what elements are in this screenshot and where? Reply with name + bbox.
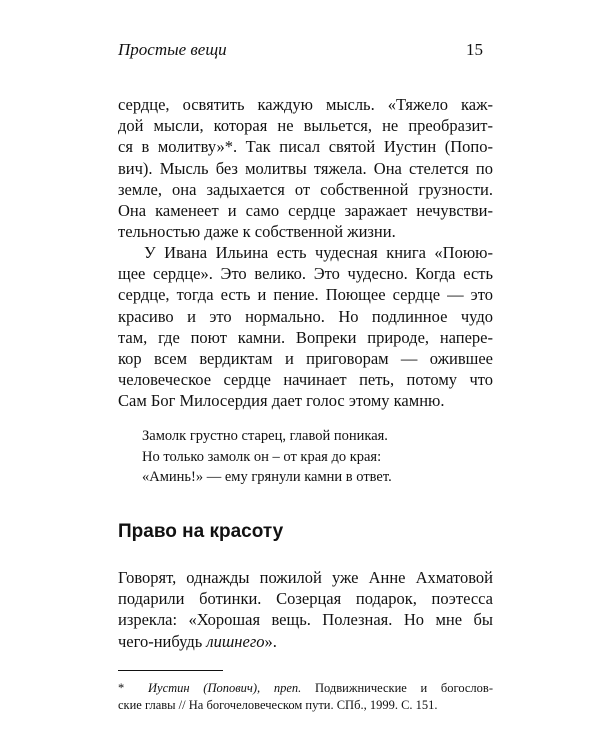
running-title: Простые вещи — [118, 40, 227, 59]
footnote — [118, 680, 493, 714]
paragraph-2 — [118, 242, 493, 412]
footnote-author: Иустин (Попович), преп. — [148, 681, 302, 695]
emphasized-word: лишнего — [206, 631, 265, 651]
paragraph-3 — [118, 567, 493, 652]
section-heading: Право на красоту — [118, 521, 284, 542]
paragraph-line: Она каменеет и само сердце заражает нечувстви- — [118, 201, 493, 221]
paragraph-line: тельностью даже к собственной жизни. — [118, 222, 396, 242]
paragraph-line: подарили ботинки. Созерцая подарок, поэтесса — [118, 589, 493, 609]
footnote-line: ские главы // На богочеловеческом пути. СПб., 1999. С. 151. — [118, 698, 438, 712]
paragraph-line: сердце, освятить каждую мысль. «Тяжело каж- — [118, 95, 493, 114]
paragraph-line: щее сердце». Это велико. Это чудесно. Когда есть — [118, 264, 493, 284]
paragraph-line — [118, 631, 493, 652]
footnote-divider — [118, 670, 223, 671]
poem-line: «Аминь!» — ему грянули камни в ответ. — [142, 469, 392, 485]
paragraph-line: красиво и это нормально. Но подлинное чудо — [118, 306, 493, 326]
page-number: 15 — [466, 40, 483, 59]
poem-line: Замолк грустно старец, главой поникая. — [142, 428, 388, 444]
line-text: чего-нибудь — [118, 631, 207, 651]
poem-quote — [142, 426, 392, 488]
paragraph-1 — [118, 94, 493, 242]
paragraph-line: кор всем вердиктам и приговорам — ожившее — [118, 349, 493, 369]
footnote-text: Подвижнические и богослов- — [301, 681, 493, 695]
paragraph-line: ся в молитву»*. Так писал святой Иустин (Попо- — [118, 137, 493, 157]
poem-line: Но только замолк он – от края до края: — [142, 448, 382, 465]
paragraph-line: вич). Мысль без молитвы тяжела. Она стелется по — [118, 158, 493, 178]
paragraph-line: там, где поют камни. Вопреки природе, напере- — [118, 327, 493, 347]
paragraph-line: дой мысли, которая не выльется, не преобразит- — [118, 116, 493, 136]
footnote-line — [118, 680, 493, 697]
paragraph-line: У Ивана Ильина есть чудесная книга «Поюю- — [144, 243, 493, 262]
paragraph-line: сердце, тогда есть и пение. Поющее сердце — это — [118, 285, 493, 305]
line-text: ». — [264, 631, 277, 651]
paragraph-line: Говорят, однажды пожилой уже Анне Ахматовой — [118, 568, 493, 587]
paragraph-line: Сам Бог Милосердия дает голос этому камню. — [118, 391, 445, 411]
footnote-marker: * — [118, 681, 125, 695]
paragraph-line: изрекла: «Хорошая вещь. Полезная. Но мне бы — [118, 610, 493, 630]
paragraph-line: земле, она задыхается от собственной грузности. — [118, 179, 493, 199]
paragraph-line: человеческое сердце начинает петь, потому что — [118, 370, 493, 390]
